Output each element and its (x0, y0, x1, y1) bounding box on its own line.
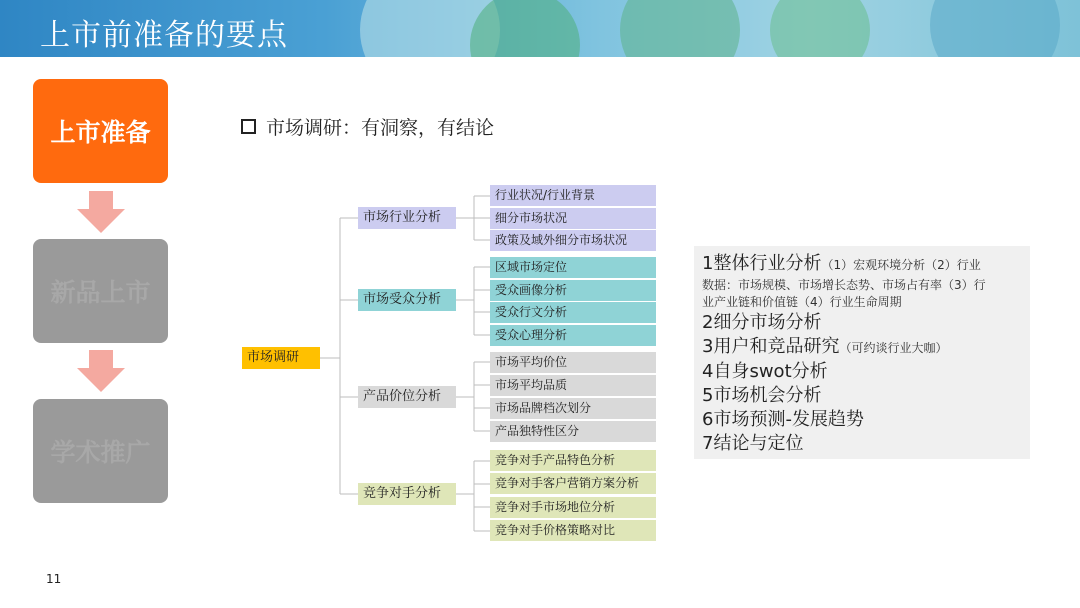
category-industry-analysis: 市场行业分析 (358, 207, 456, 229)
leaf-item: 行业状况/行业背景 (490, 185, 656, 206)
step-label: 学术推广 (50, 438, 151, 467)
step-market-prep[interactable] (33, 79, 168, 183)
down-arrow-icon (77, 350, 125, 392)
leaf-item: 竞争对手客户营销方案分析 (490, 473, 656, 494)
page-number: 11 (46, 572, 62, 586)
step-label: 上市准备 (50, 118, 151, 147)
summary-line-7: 7结论与定位 (702, 433, 804, 454)
leaf-item: 竞争对手价格策略对比 (490, 520, 656, 541)
summary-line-1-cont: 数据：市场规模、市场增长态势、市场占有率（3）行 (702, 278, 986, 292)
down-arrow-icon (77, 191, 125, 233)
leaf-item: 政策及域外细分市场状况 (490, 230, 656, 251)
leaf-item: 竞争对手产品特色分析 (490, 450, 656, 471)
header-banner (0, 0, 1080, 57)
summary-line-5: 5市场机会分析 (702, 385, 822, 406)
summary-line-1-main: 1整体行业分析 (702, 253, 822, 274)
summary-line-6: 6市场预测-发展趋势 (702, 409, 864, 430)
summary-line-1 (702, 252, 1022, 277)
leaf-item: 受众心理分析 (490, 325, 656, 346)
category-audience-analysis: 市场受众分析 (358, 289, 456, 311)
leaf-item: 产品独特性区分 (490, 421, 656, 442)
category-competitor-analysis: 竞争对手分析 (358, 483, 456, 505)
summary-line-2: 2细分市场分析 (702, 312, 822, 333)
step-academic-promo[interactable] (33, 399, 168, 503)
leaf-item: 受众行文分析 (490, 302, 656, 323)
decor-blob (770, 0, 870, 57)
step-label: 新品上市 (50, 278, 151, 307)
summary-line-3-note: （可约谈行业大咖） (839, 341, 948, 355)
leaf-item: 竞争对手市场地位分析 (490, 497, 656, 518)
checkbox-bullet-icon (241, 119, 256, 134)
decor-blob (930, 0, 1060, 57)
leaf-item: 市场平均品质 (490, 375, 656, 396)
step-new-launch[interactable] (33, 239, 168, 343)
page-title: 上市前准备的要点 (40, 18, 288, 53)
leaf-item: 受众画像分析 (490, 280, 656, 301)
summary-panel (694, 246, 1030, 459)
section-heading (241, 113, 494, 140)
summary-line-3-main: 3用户和竞品研究 (702, 336, 840, 357)
summary-line-1-cont: 业产业链和价值链（4）行业生命周期 (702, 295, 902, 309)
summary-line-1-note: （1）宏观环境分析（2）行业 (821, 258, 981, 272)
leaf-item: 市场平均价位 (490, 352, 656, 373)
leaf-item: 市场品牌档次划分 (490, 398, 656, 419)
heading-text: 市场调研：有洞察，有结论 (266, 117, 495, 139)
decor-blob (620, 0, 740, 57)
summary-line-4: 4自身swot分析 (702, 361, 828, 382)
root-node-market-research: 市场调研 (242, 347, 320, 369)
leaf-item: 细分市场状况 (490, 208, 656, 229)
category-price-analysis: 产品价位分析 (358, 386, 456, 408)
leaf-item: 区域市场定位 (490, 257, 656, 278)
decor-blob (470, 0, 580, 57)
summary-line-3 (702, 335, 1022, 360)
